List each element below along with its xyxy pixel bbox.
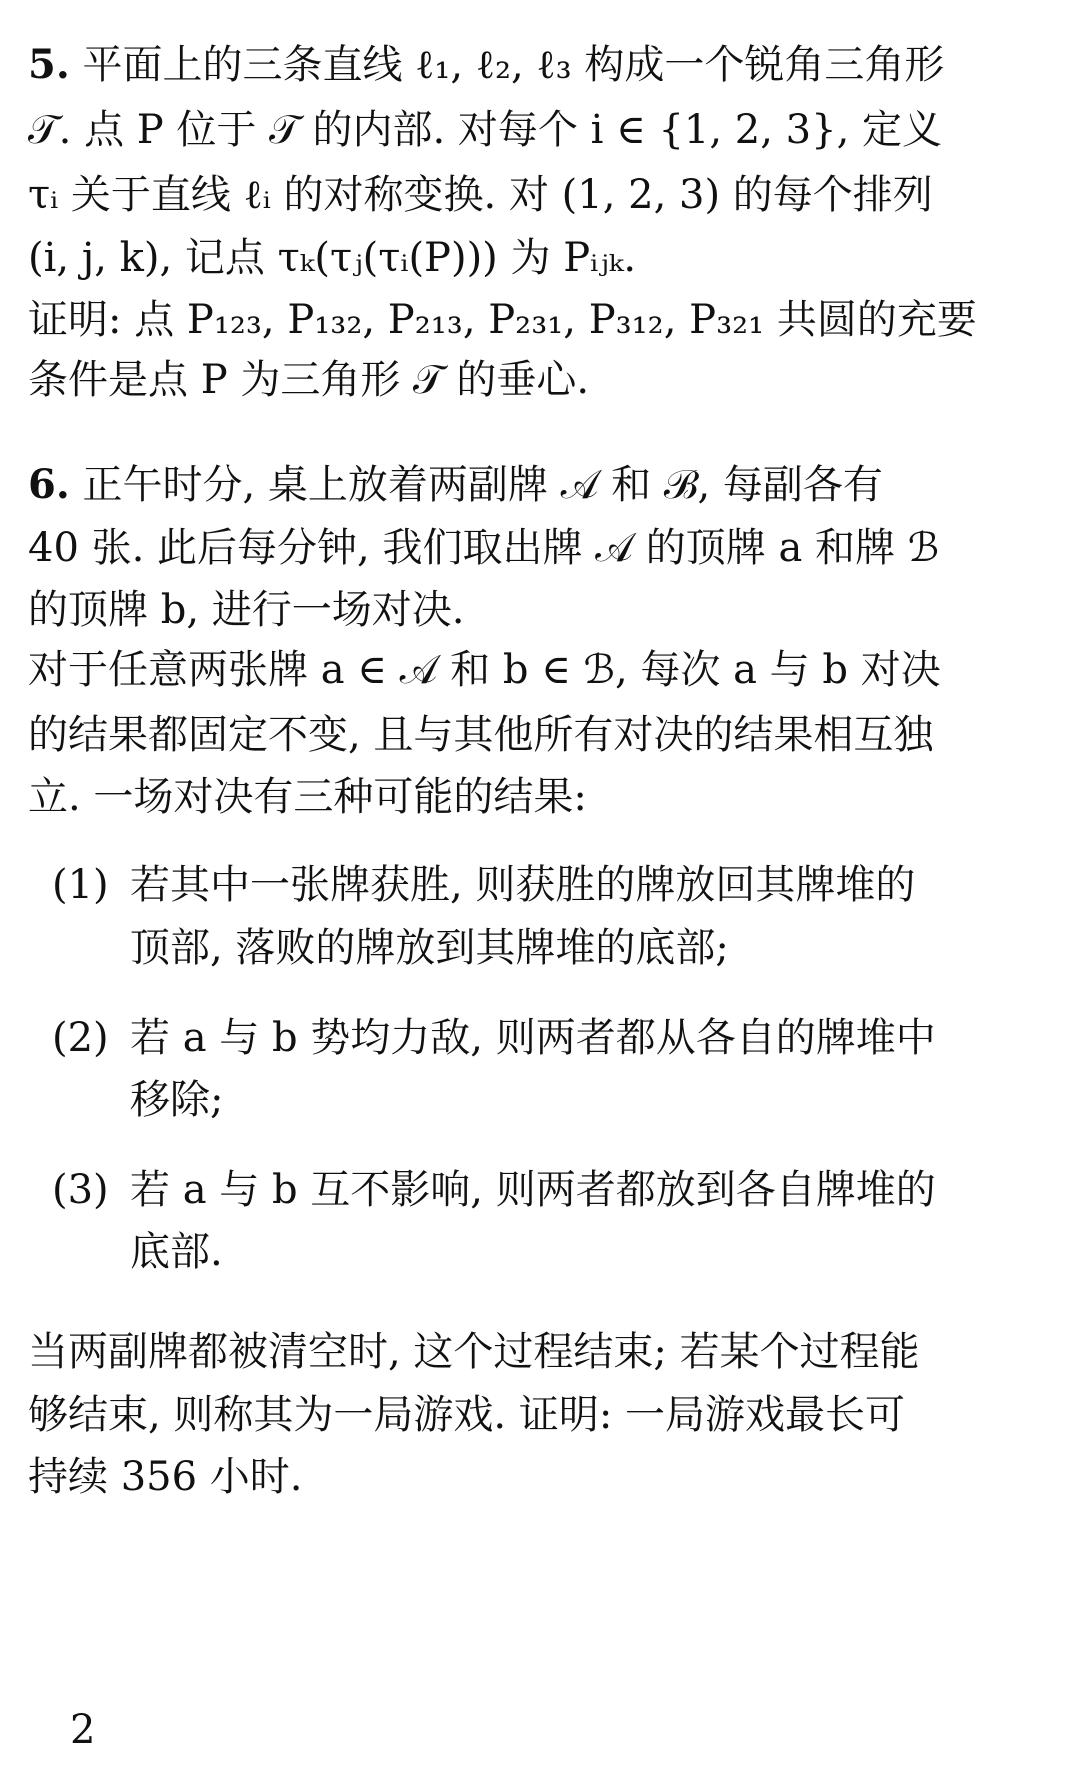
problem-5-text: 平面上的三条直线 ℓ₁, ℓ₂, ℓ₃ 构成一个锐角三角形 bbox=[82, 42, 945, 88]
problem-5-line-1 bbox=[28, 35, 1052, 95]
problem-5-line-5: 证明: 点 P₁₂₃, P₁₃₂, P₂₁₃, P₂₃₁, P₃₁₂, P₃₂₁ 共圆的充要 bbox=[28, 297, 977, 343]
list-item-2-continuation: 移除; bbox=[130, 1077, 224, 1123]
problem-5-line-2: 𝒯. 点 P 位于 𝒯 的内部. 对每个 i ∈ {1, 2, 3}, 定义 bbox=[28, 107, 942, 153]
problem-6-line-3: 的顶牌 b, 进行一场对决. bbox=[28, 587, 465, 633]
problem-6-closing-line-1: 当两副牌都被清空时, 这个过程结束; 若某个过程能 bbox=[28, 1329, 920, 1375]
problem-6-line-1 bbox=[28, 455, 1052, 515]
problem-6-line-4: 对于任意两张牌 a ∈ 𝒜 和 b ∈ ℬ, 每次 a 与 b 对决 bbox=[28, 647, 941, 693]
page-number: 2 bbox=[70, 1707, 96, 1753]
list-item-1 bbox=[52, 855, 1052, 915]
list-item-1-label: (1) bbox=[52, 862, 109, 908]
list-item-3-continuation: 底部. bbox=[130, 1229, 223, 1275]
problem-6-closing-line-2: 够结束, 则称其为一局游戏. 证明: 一局游戏最长可 bbox=[28, 1392, 906, 1438]
problem-5-number: 5. bbox=[28, 41, 70, 88]
list-item-3 bbox=[52, 1160, 1052, 1220]
problem-6-line-2: 40 张. 此后每分钟, 我们取出牌 𝒜 的顶牌 a 和牌 ℬ bbox=[28, 525, 940, 571]
list-item-2-label: (2) bbox=[52, 1015, 109, 1061]
problem-6-closing-line-3: 持续 356 小时. bbox=[28, 1454, 303, 1500]
problem-6-text: 正午时分, 桌上放着两副牌 𝒜 和 ℬ, 每副各有 bbox=[82, 462, 883, 508]
list-item-1-continuation: 顶部, 落败的牌放到其牌堆的底部; bbox=[130, 925, 729, 971]
problem-5-line-6: 条件是点 P 为三角形 𝒯 的垂心. bbox=[28, 357, 590, 403]
problem-6-line-5: 的结果都固定不变, 且与其他所有对决的结果相互独 bbox=[28, 712, 934, 758]
problem-6-number: 6. bbox=[28, 461, 70, 508]
list-item-2 bbox=[52, 1008, 1052, 1068]
list-item-1-text: 若其中一张牌获胜, 则获胜的牌放回其牌堆的 bbox=[130, 862, 916, 908]
problem-6-line-6: 立. 一场对决有三种可能的结果: bbox=[28, 774, 587, 820]
list-item-3-label: (3) bbox=[52, 1167, 109, 1213]
list-item-3-text: 若 a 与 b 互不影响, 则两者都放到各自牌堆的 bbox=[130, 1167, 936, 1213]
list-item-2-text: 若 a 与 b 势均力敌, 则两者都从各自的牌堆中 bbox=[130, 1015, 936, 1061]
problem-5-line-4: (i, j, k), 记点 τₖ(τⱼ(τᵢ(P))) 为 Pᵢⱼₖ. bbox=[28, 235, 637, 281]
problem-5-line-3: τᵢ 关于直线 ℓᵢ 的对称变换. 对 (1, 2, 3) 的每个排列 bbox=[28, 172, 933, 218]
